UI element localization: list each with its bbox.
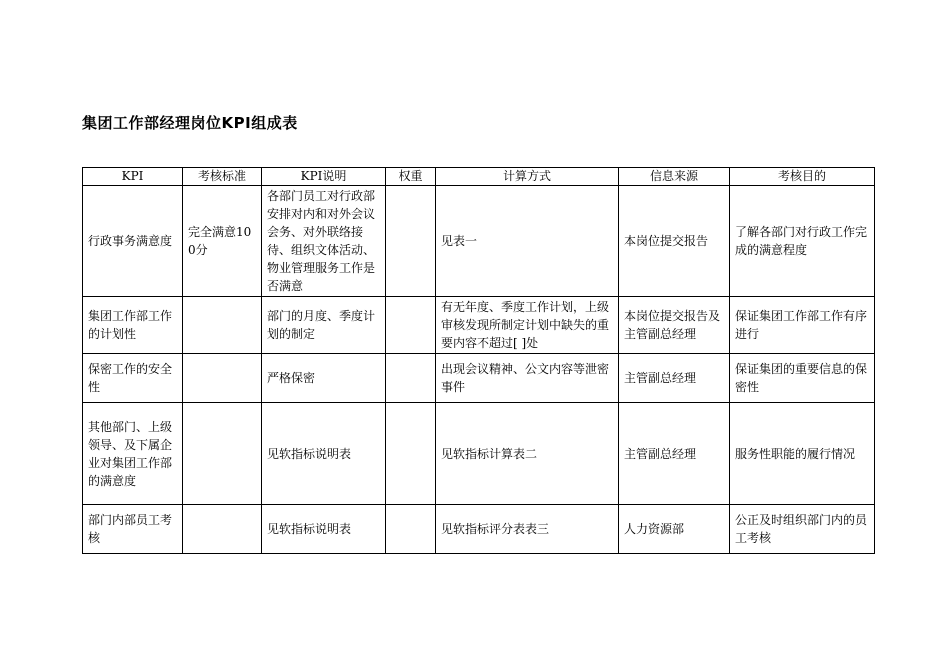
cell-kpi: 其他部门、上级领导、及下属企业对集团工作部的满意度 <box>83 403 183 505</box>
table-row <box>83 354 875 403</box>
table-row <box>83 505 875 554</box>
cell-description: 见软指标说明表 <box>262 403 386 505</box>
cell-source: 人力资源部 <box>619 505 730 554</box>
cell-calculation: 见软指标评分表表三 <box>436 505 619 554</box>
cell-weight <box>386 403 436 505</box>
cell-purpose: 保证集团工作部工作有序进行 <box>730 297 875 354</box>
cell-standard <box>183 403 262 505</box>
cell-calculation: 见表一 <box>436 186 619 297</box>
cell-source: 本岗位提交报告及主管副总经理 <box>619 297 730 354</box>
table-row <box>83 403 875 505</box>
cell-standard <box>183 354 262 403</box>
cell-weight <box>386 505 436 554</box>
cell-purpose: 公正及时组织部门内的员工考核 <box>730 505 875 554</box>
table-header-row <box>83 168 875 186</box>
cell-standard: 完全满意100分 <box>183 186 262 297</box>
cell-standard <box>183 297 262 354</box>
header-source: 信息来源 <box>619 168 730 186</box>
cell-kpi: 保密工作的安全性 <box>83 354 183 403</box>
cell-purpose: 服务性职能的履行情况 <box>730 403 875 505</box>
cell-source: 本岗位提交报告 <box>619 186 730 297</box>
header-weight: 权重 <box>386 168 436 186</box>
cell-weight <box>386 354 436 403</box>
cell-purpose: 保证集团的重要信息的保密性 <box>730 354 875 403</box>
table-row <box>83 297 875 354</box>
cell-source: 主管副总经理 <box>619 403 730 505</box>
cell-calculation: 出现会议精神、公文内容等泄密事件 <box>436 354 619 403</box>
cell-kpi: 集团工作部工作的计划性 <box>83 297 183 354</box>
table-row <box>83 186 875 297</box>
cell-kpi: 行政事务满意度 <box>83 186 183 297</box>
cell-calculation: 见软指标计算表二 <box>436 403 619 505</box>
document-title: 集团工作部经理岗位KPI组成表 <box>82 114 298 132</box>
header-standard: 考核标准 <box>183 168 262 186</box>
cell-description: 严格保密 <box>262 354 386 403</box>
cell-purpose: 了解各部门对行政工作完成的满意程度 <box>730 186 875 297</box>
header-calculation: 计算方式 <box>436 168 619 186</box>
header-description: KPI说明 <box>262 168 386 186</box>
cell-weight <box>386 186 436 297</box>
cell-kpi: 部门内部员工考核 <box>83 505 183 554</box>
kpi-table <box>82 167 875 554</box>
cell-weight <box>386 297 436 354</box>
header-purpose: 考核目的 <box>730 168 875 186</box>
cell-source: 主管副总经理 <box>619 354 730 403</box>
cell-description: 见软指标说明表 <box>262 505 386 554</box>
cell-description: 各部门员工对行政部安排对内和对外会议会务、对外联络接待、组织文体活动、物业管理服务工作是否满意 <box>262 186 386 297</box>
cell-standard <box>183 505 262 554</box>
cell-calculation: 有无年度、季度工作计划，上级审核发现所制定计划中缺失的重要内容不超过[ ]处 <box>436 297 619 354</box>
cell-description: 部门的月度、季度计划的制定 <box>262 297 386 354</box>
header-kpi: KPI <box>83 168 183 186</box>
